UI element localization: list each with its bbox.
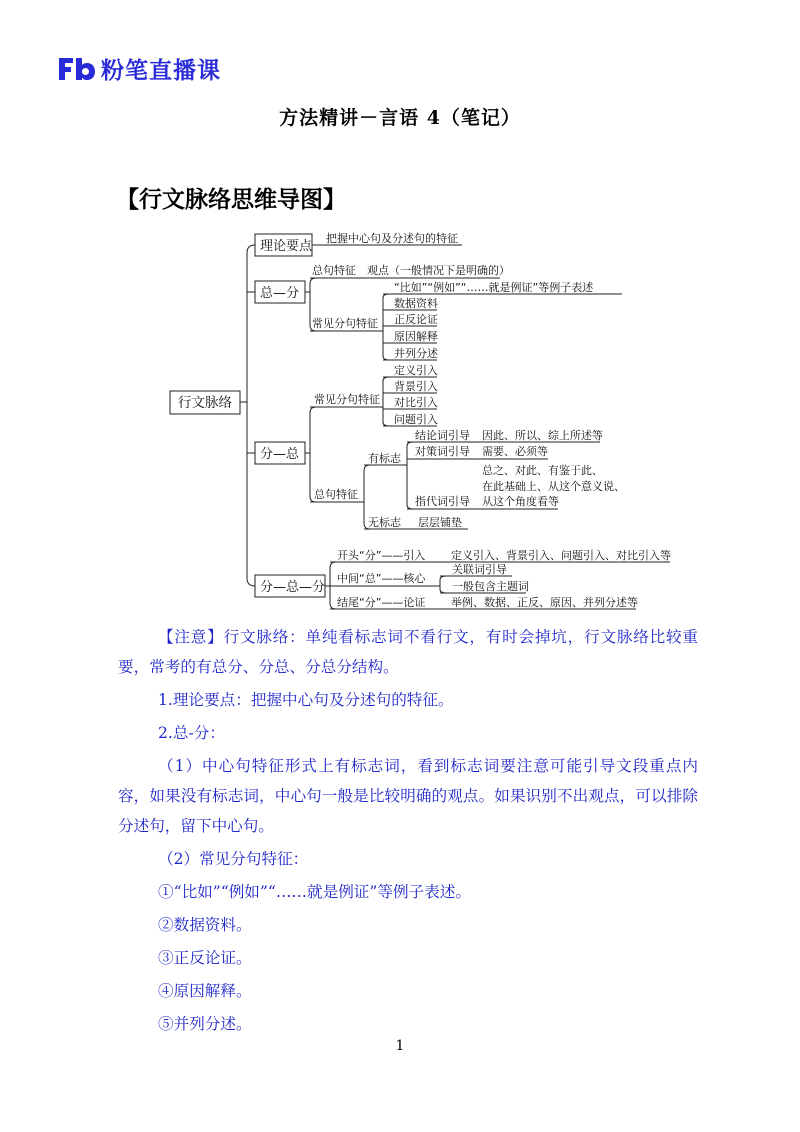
mindmap-label: 常见分句特征 bbox=[314, 393, 380, 406]
mindmap-node-theory: 理论要点 bbox=[260, 239, 313, 254]
mindmap-label: 有标志 bbox=[368, 452, 401, 465]
note-text: 行文脉络：单纯看标志词不看行文，有时会掉坑，行文脉络比较重要，常考的有总分、分总、分总分结构。 bbox=[118, 628, 698, 676]
list-item: ①“比如”“例如”“……就是例证”等例子表述。 bbox=[158, 883, 471, 901]
mindmap-leaf: 并列分述 bbox=[394, 347, 438, 360]
mindmap-leaf: 问题引入 bbox=[394, 413, 438, 426]
list-item: ⑤并列分述。 bbox=[158, 1015, 252, 1033]
mindmap-leaf: 背景引入 bbox=[394, 380, 438, 393]
list-item: ③正反论证。 bbox=[158, 949, 252, 967]
page-number: 1 bbox=[395, 1038, 405, 1054]
mindmap-label: 常见分句特征 bbox=[312, 317, 378, 330]
section-heading: 【行文脉络思维导图】 bbox=[116, 187, 346, 213]
mindmap-label: 总句特征 bbox=[312, 264, 356, 277]
mindmap-leaf: 正反论证 bbox=[394, 313, 438, 326]
mindmap-node-sgs: 分—总—分 bbox=[260, 580, 326, 595]
mindmap-root: 行文脉络 bbox=[178, 395, 232, 411]
mindmap-node-general-specific: 总—分 bbox=[260, 286, 300, 301]
mindmap-leaf: 对比引入 bbox=[394, 396, 438, 409]
list-item: ②数据资料。 bbox=[158, 916, 252, 934]
mindmap-label: 开头“分”——引入 bbox=[337, 549, 426, 562]
brand-name: 粉笔直播课 bbox=[101, 58, 221, 84]
mindmap-label: 结论词引导 bbox=[415, 429, 470, 442]
mindmap-leaf: 定义引入 bbox=[394, 364, 438, 377]
mindmap-leaf: 总之、对此、有鉴于此、 bbox=[482, 464, 603, 477]
mindmap-leaf: 在此基础上、从这个意义说、 bbox=[482, 480, 625, 493]
note-paragraph bbox=[118, 622, 698, 682]
document-title: 方法精讲－言语 4（笔记） bbox=[279, 107, 521, 129]
paragraph: 1.理论要点：把握中心句及分述句的特征。 bbox=[158, 691, 454, 709]
mindmap-leaf: 需要、必须等 bbox=[482, 445, 548, 458]
mindmap-label: 对策词引导 bbox=[415, 445, 470, 458]
notes-body bbox=[118, 622, 698, 1042]
paragraph: （1）中心句特征形式上有标志词，看到标志词要注意可能引导文段重点内容，如果没有标志词，中心句一般是比较明确的观点。如果识别不出观点，可以排除分述句，留下中心句。 bbox=[118, 757, 698, 835]
mindmap-leaf: 举例、数据、正反、原因、并列分述等 bbox=[451, 596, 638, 609]
mindmap-label: 指代词引导 bbox=[415, 495, 470, 508]
mindmap-leaf: 从这个角度看等 bbox=[482, 495, 559, 508]
mindmap-leaf: 层层铺垫 bbox=[418, 516, 462, 529]
mindmap-leaf: “比如”“例如”“……就是例证”等例子表述 bbox=[394, 281, 594, 294]
mindmap-leaf: 因此、所以、综上所述等 bbox=[482, 429, 603, 442]
paragraph: 2.总-分： bbox=[158, 724, 225, 742]
mindmap-label: 无标志 bbox=[368, 516, 401, 529]
mindmap-label: 总句特征 bbox=[314, 488, 358, 501]
mindmap-node-specific-general: 分—总 bbox=[260, 447, 300, 462]
note-label: 【注意】 bbox=[158, 628, 224, 646]
mindmap-leaf: 数据资料 bbox=[394, 297, 438, 310]
mindmap-leaf: 关联词引导 bbox=[452, 563, 507, 576]
mindmap-leaf: 观点（一般情况下是明确的） bbox=[367, 264, 510, 277]
mindmap-leaf: 把握中心句及分述句的特征 bbox=[326, 232, 458, 245]
mindmap-leaf: 原因解释 bbox=[394, 330, 438, 343]
mindmap-label: 中间“总”——核心 bbox=[337, 572, 426, 585]
list-item: ④原因解释。 bbox=[158, 982, 252, 1000]
mindmap-leaf: 一般包含主题词 bbox=[452, 580, 529, 593]
mindmap-leaf: 定义引入、背景引入、问题引入、对比引入等 bbox=[451, 549, 671, 562]
paragraph: （2）常见分句特征： bbox=[158, 850, 309, 868]
mindmap-label: 结尾“分”——论证 bbox=[337, 596, 426, 609]
